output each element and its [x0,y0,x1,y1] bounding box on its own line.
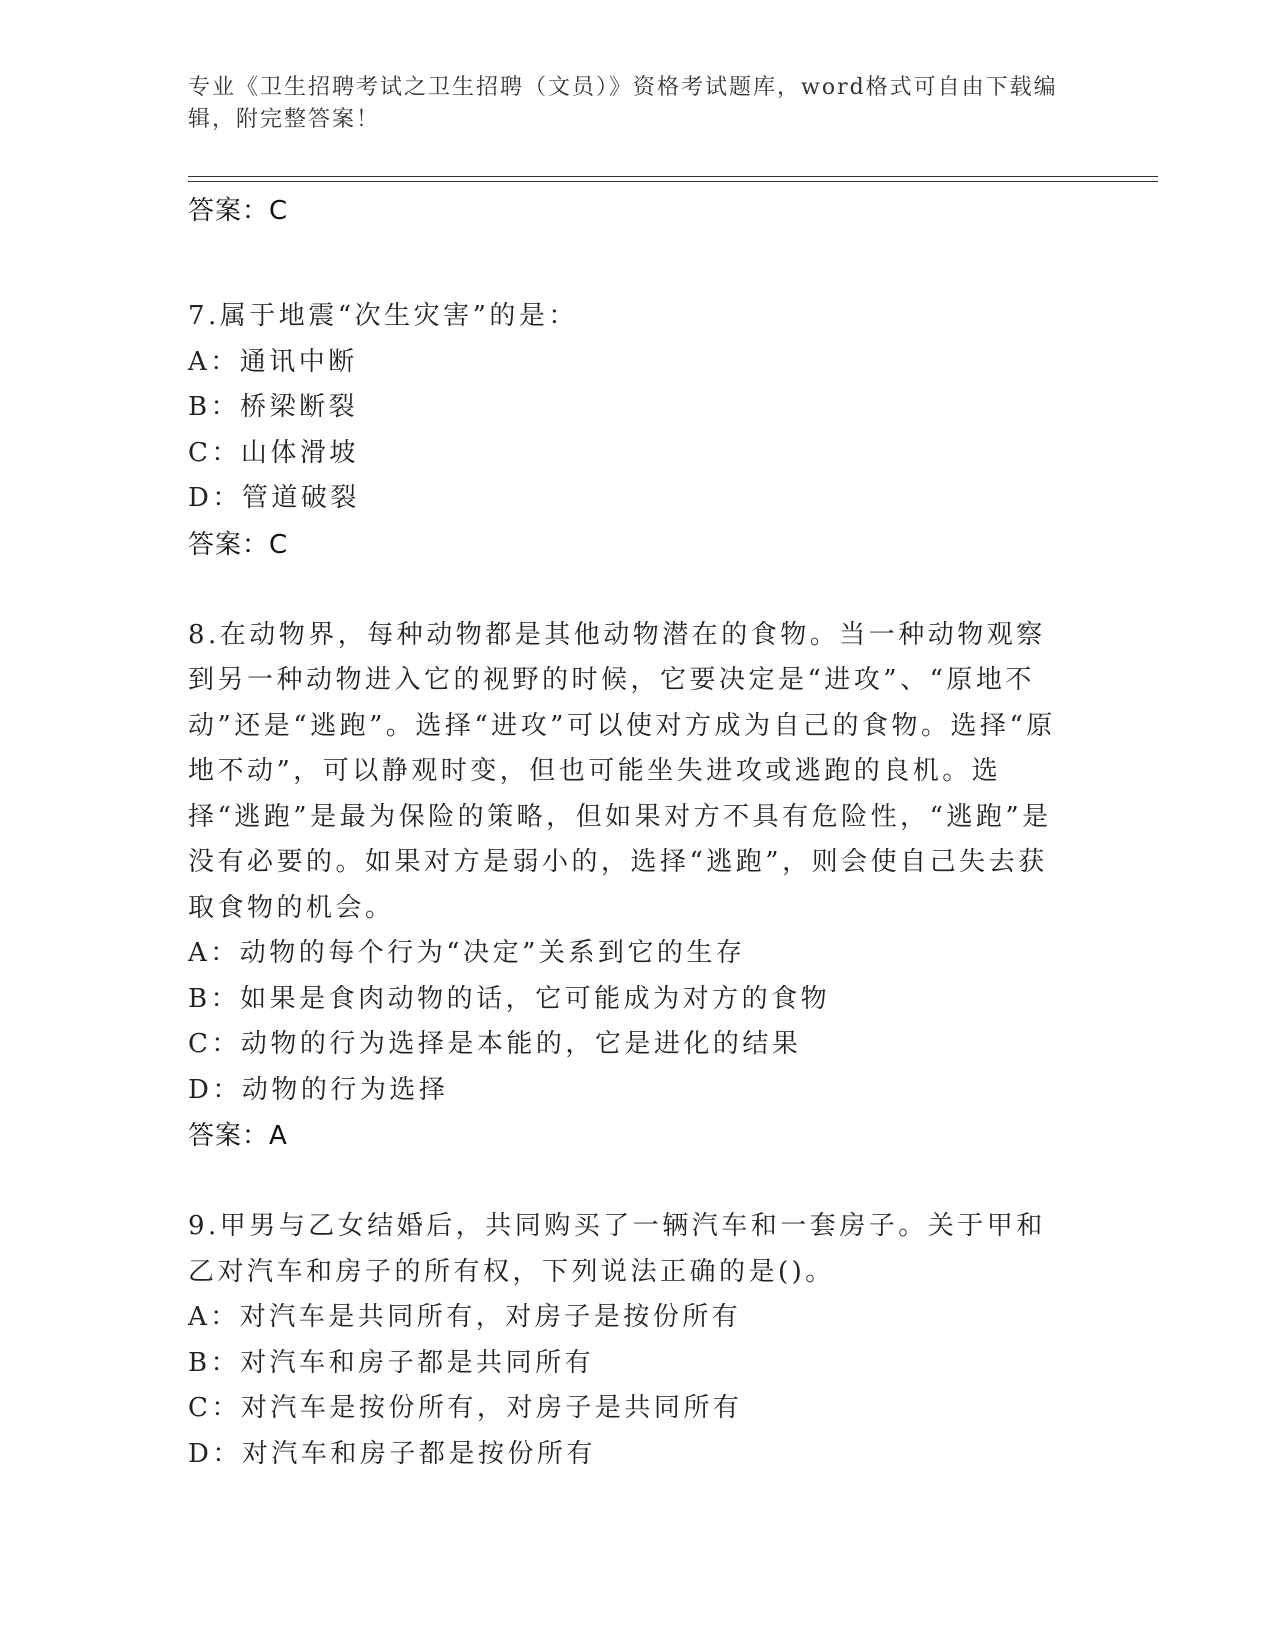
header-divider-bottom [188,181,1158,182]
option-a: A：对汽车是共同所有，对房子是按份所有 [188,1302,742,1332]
question-stem: 8.在动物界，每种动物都是其他动物潜在的食物。当一种动物观察到另一种动物进入它的视野的时候，它要决定是“进攻”、“原地不动”还是“逃跑”。选择“进攻”可以使对方成为自己的食物。选择“原地不动”，可以静观时变，但也可能坐失进攻或逃跑的良机。选择“逃跑”是最为保险的策略，但如果对方不具有危险性，“逃跑”是没有必要的。如果对方是弱小的，选择“逃跑”，则会使自己失去获取食物的机会。 [188,619,1056,923]
option-b: B：对汽车和房子都是共同所有 [188,1347,595,1378]
answer-line: 答案：C [188,196,289,226]
option-a: A：通讯中断 [188,346,358,377]
option-d: D：动物的行为选择 [188,1074,449,1105]
option-d: D：管道破裂 [188,483,360,513]
option-c: C：山体滑坡 [188,437,359,468]
option-c: C：对汽车是按份所有，对房子是共同所有 [188,1393,743,1423]
answer-line: 答案：A [188,1121,288,1151]
option-c: C：动物的行为选择是本能的，它是进化的结果 [188,1029,802,1059]
question-block [188,1204,1068,1477]
answer-line: 答案：C [188,529,289,560]
option-d: D：对汽车和房子都是按份所有 [188,1438,596,1469]
question-stem: 9.甲男与乙女结婚后，共同购买了一辆汽车和一套房子。关于甲和乙对汽车和房子的所有权，下列说法正确的是()。 [188,1211,1046,1287]
option-b: B：如果是食肉动物的话，它可能成为对方的食物 [188,983,831,1014]
document-header: 专业《卫生招聘考试之卫生招聘（文员）》资格考试题库，word格式可自由下载编辑，附完整答案！ [188,75,1058,132]
header-divider-top [188,176,1158,177]
question-list [188,188,1068,1477]
question-block [188,294,1068,568]
question-block [188,613,1068,1160]
option-a: A：动物的每个行为“决定”关系到它的生存 [188,938,746,968]
question-stem: 7.属于地震“次生灾害”的是： [188,301,578,331]
option-b: B：桥梁断裂 [188,392,359,422]
